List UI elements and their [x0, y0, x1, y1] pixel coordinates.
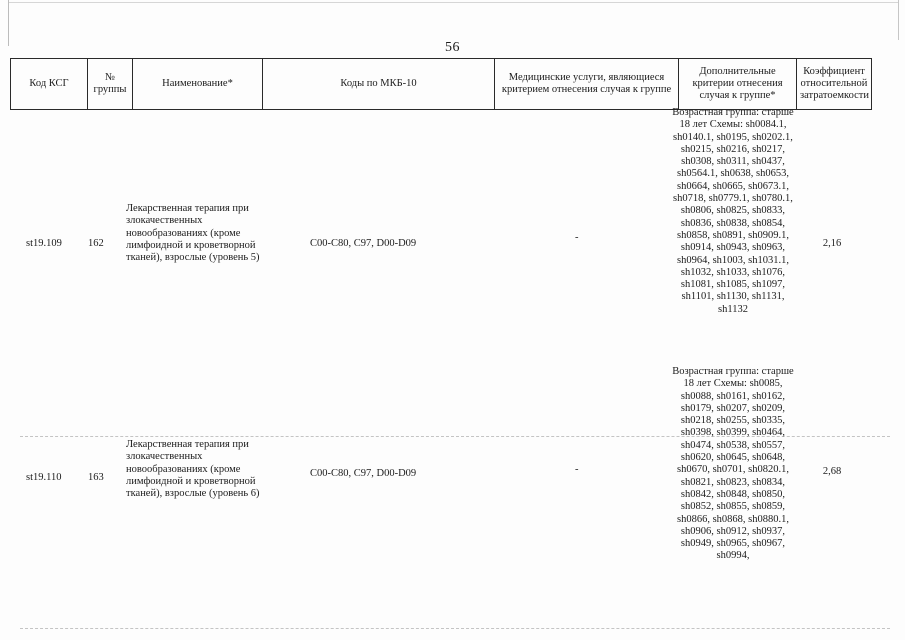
row-group-number: 163 [88, 472, 104, 483]
header-medical-services: Медицинские услуги, являющиеся критерием отнесения случая к группе [495, 59, 679, 110]
header-additional-criteria: Дополнительные критерии отнесения случая к группе* [679, 59, 797, 110]
table-row [10, 366, 871, 580]
header-group-number: № группы [88, 59, 133, 110]
row-medical-services: - [575, 464, 579, 475]
row-name: Лекарственная терапия при злокачественных новообразованиях (кроме лимфоидной и кроветворной тканей), взрослые (уровень 5) [126, 203, 260, 264]
row-ksg-code: st19.109 [26, 238, 62, 249]
header-ksg-code: Код КСГ [11, 59, 88, 110]
row-coefficient: 2,16 [822, 238, 842, 249]
row-additional-criteria: Возрастная группа: старше 18 лет Схемы: sh0084.1, sh0140.1, sh0195, sh0202.1, sh0215, sh0216, sh0217, sh0308, sh0311, sh0437, sh0564.1, sh0638, sh0653, sh0664, sh0665, sh0673.1, sh0718, sh0779.1, sh0780.1, sh0806, sh0825, sh0833, sh0836, sh0838, sh0854, sh0858, sh0891, sh0909.1, sh0914, sh0943, sh0963, sh0964, sh1003, sh1031.1, sh1032, sh1033, sh1076, sh1081, sh1085, sh1097, sh1101, sh1130, sh1131, sh1132 [672, 107, 794, 315]
header-name: Наименование* [133, 59, 263, 110]
page-number: 56 [445, 40, 460, 55]
row-group-number: 162 [88, 238, 104, 249]
row-medical-services: - [575, 232, 579, 243]
scan-dash-line [20, 628, 890, 629]
row-mkb-codes: C00-C80, C97, D00-D09 [310, 468, 417, 479]
table-row [10, 107, 871, 365]
row-additional-criteria: Возрастная группа: старше 18 лет Схемы: sh0085, sh0088, sh0161, sh0162, sh0179, sh0207, sh0209, sh0218, sh0255, sh0335, sh0398, sh0399, sh0464, sh0474, sh0538, sh0557, sh0620, sh0645, sh0648, sh0670, sh0701, sh0820.1, sh0821, sh0823, sh0834, sh0842, sh0848, sh0850, sh0852, sh0855, sh0859, sh0866, sh0868, sh0880.1, sh0906, sh0912, sh0937, sh0949, sh0965, sh0967, sh0994, [672, 366, 794, 562]
row-name: Лекарственная терапия при злокачественных новообразованиях (кроме лимфоидной и кроветворной тканей), взрослые (уровень 6) [126, 439, 260, 500]
scan-edge-line [8, 2, 898, 3]
ksg-table-header [10, 58, 872, 110]
header-mkb-codes: Коды по МКБ-10 [263, 59, 495, 110]
row-coefficient: 2,68 [822, 466, 842, 477]
header-coefficient: Коэффициент относительной затратоемкости [797, 59, 872, 110]
scan-edge-line [898, 0, 899, 40]
row-ksg-code: st19.110 [26, 472, 62, 483]
row-mkb-codes: C00-C80, C97, D00-D09 [310, 238, 417, 249]
